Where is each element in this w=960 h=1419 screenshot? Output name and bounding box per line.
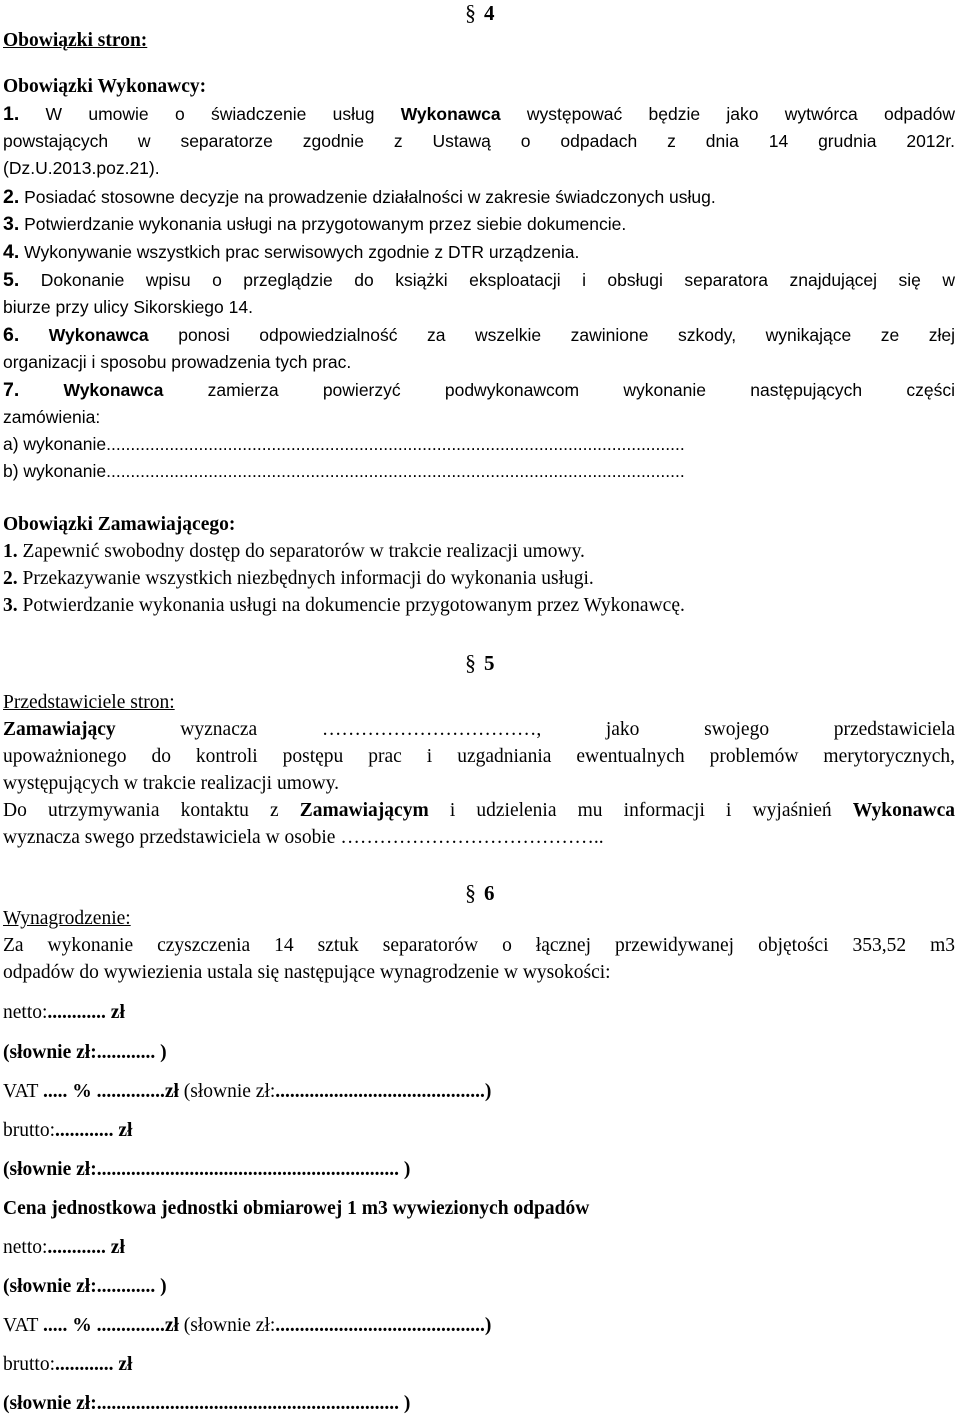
section-number: 4 [484, 1, 495, 25]
section-symbol: § [465, 0, 476, 25]
section-symbol: § [465, 880, 476, 905]
representatives-line-3: występujących w trakcie realizacji umowy. [3, 773, 340, 794]
representatives-line-1: Zamawiający wyznacza ……………………………, jako swojego przedstawiciela [3, 719, 955, 740]
contractor-item-7-line-2: zamówienia: [3, 407, 101, 427]
unit-brutto-row: brutto:............ zł [3, 1354, 133, 1375]
contractor-item-3: 3. Potwierdzanie wykonania usługi na przygotowanym przez siebie dokumencie. [3, 213, 627, 235]
contractor-item-6: 6. Wykonawca ponosi odpowiedzialność za wszelkie zawinione szkody, wynikające ze złej [3, 324, 956, 346]
client-obligations-title: Obowiązki Zamawiającego: [3, 514, 236, 535]
section-heading-6 [465, 880, 495, 906]
section-heading-5 [465, 650, 495, 676]
client-item-3: 3. Potwierdzanie wykonania usługi na dokumencie przygotowanym przez Wykonawcę. [3, 595, 685, 616]
remuneration-title: Wynagrodzenie: [3, 908, 131, 929]
unit-vat-row: VAT ..... % ..............zł (słownie zł:...........................................) [3, 1315, 492, 1336]
unit-brutto-words-row: (słownie zł:.............................................................. ) [3, 1393, 411, 1414]
contractor-obligations-title: Obowiązki Wykonawcy: [3, 76, 207, 97]
contractor-item-7: 7. Wykonawca zamierza powierzyć podwykonawcom wykonanie następujących części [3, 379, 955, 401]
netto-row: netto:............ zł [3, 1002, 125, 1023]
representatives-line-4: Do utrzymywania kontaktu z Zamawiającym i udzielenia mu informacji i wyjaśnień Wykonawca [3, 800, 955, 821]
contractor-item-1-line-2: powstających w separatorze zgodnie z Ustawą o odpadach z dnia 14 grudnia 2012r. [3, 131, 955, 151]
client-item-2: 2. Przekazywanie wszystkich niezbędnych informacji do wykonania usługi. [3, 568, 594, 589]
section-number: 6 [484, 881, 495, 905]
brutto-row: brutto:............ zł [3, 1120, 133, 1141]
brutto-words-row: (słownie zł:.............................................................. ) [3, 1159, 411, 1180]
representatives-title: Przedstawiciele stron: [3, 692, 175, 713]
netto-words-row: (słownie zł:............ ) [3, 1042, 167, 1063]
contractor-item-4: 4. Wykonywanie wszystkich prac serwisowych zgodnie z DTR urządzenia. [3, 241, 580, 263]
obligations-title: Obowiązki stron: [3, 30, 148, 51]
remuneration-line-2: odpadów do wywiezienia ustala się następujące wynagrodzenie w wysokości: [3, 962, 611, 983]
contractor-item-1: 1. W umowie o świadczenie usług Wykonawca występować będzie jako wytwórca odpadów [3, 103, 956, 125]
contractor-item-6-line-2: organizacji i sposobu prowadzenia tych prac. [3, 352, 352, 372]
contractor-item-1-line-3: (Dz.U.2013.poz.21). [3, 158, 160, 178]
contractor-item-7-b: b) wykonanie....................................................................................................................... [3, 461, 685, 481]
section-heading-4 [465, 0, 495, 26]
unit-netto-words-row: (słownie zł:............ ) [3, 1276, 167, 1297]
unit-price-title: Cena jednostkowa jednostki obmiarowej 1 m3 wywiezionych odpadów [3, 1198, 590, 1219]
contractor-item-2: 2. Posiadać stosowne decyzje na prowadzenie działalności w zakresie świadczonych usług. [3, 186, 716, 208]
representatives-line-2: upoważnionego do kontroli postępu prac i uzgadniania ewentualnych problemów merytorycznych, [3, 746, 955, 767]
client-item-1: 1. Zapewnić swobodny dostęp do separatorów w trakcie realizacji umowy. [3, 541, 585, 562]
contractor-item-5: 5. Dokonanie wpisu o przeglądzie do książki eksploatacji i obsługi separatora znajdującej się w [3, 269, 955, 291]
section-number: 5 [484, 651, 495, 675]
remuneration-line-1: Za wykonanie czyszczenia 14 sztuk separatorów o łącznej przewidywanej objętości 353,52 m3 [3, 935, 955, 956]
contractor-item-7-a: a) wykonanie....................................................................................................................... [3, 434, 685, 454]
unit-netto-row: netto:............ zł [3, 1237, 125, 1258]
representatives-line-5: wyznacza swego przedstawiciela w osobie ………………………………….. [3, 827, 604, 848]
contractor-item-5-line-2: biurze przy ulicy Sikorskiego 14. [3, 297, 253, 317]
section-symbol: § [465, 650, 476, 675]
vat-row: VAT ..... % ..............zł (słownie zł:...........................................) [3, 1081, 492, 1102]
